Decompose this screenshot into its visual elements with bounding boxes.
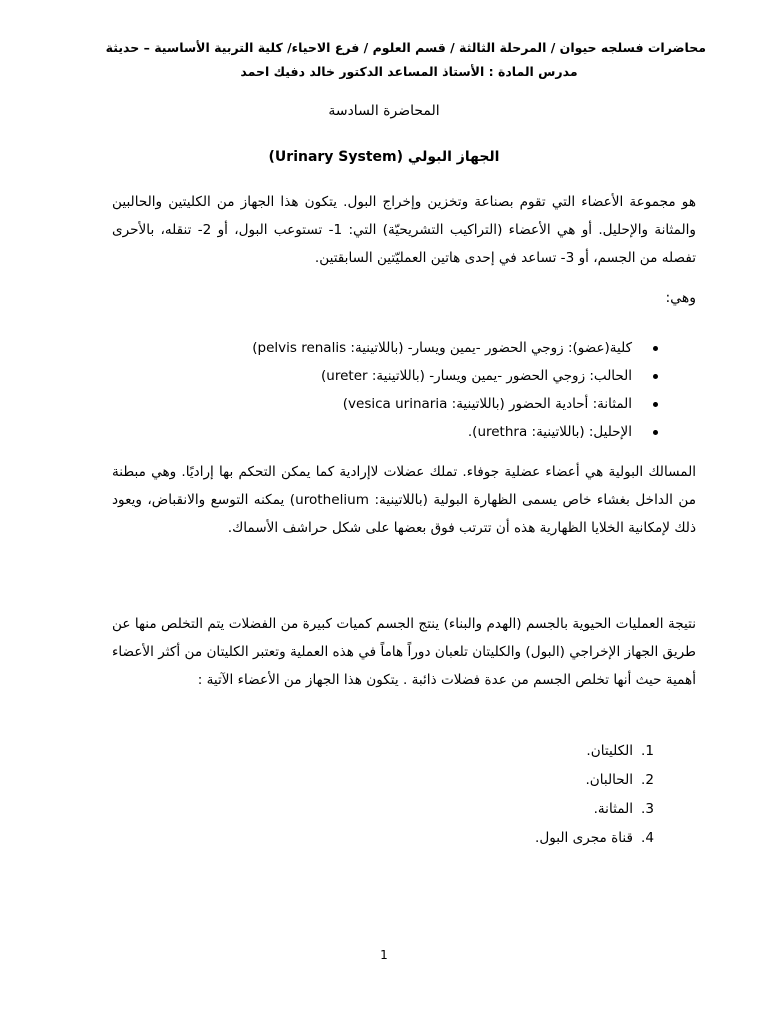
list-intro: وهي: <box>665 290 696 306</box>
list-item <box>100 334 658 362</box>
header-line-course: محاضرات فسلجه حيوان / المرحلة الثالثة / قسم العلوم / فرع الاحياء/ كلية التربية الأساسية – حديثة <box>105 40 706 55</box>
list-item-text: الكليتان. <box>586 743 633 759</box>
list-item <box>535 824 663 853</box>
bullet-icon <box>653 430 658 435</box>
list-item-text: كلية(عضو): زوجي الحضور -يمين ويسار- (باللاتينية: pelvis renalis) <box>252 340 632 356</box>
header-line-instructor: مدرس المادة : الأستاذ المساعد الدكتور خالد دفيك احمد <box>240 64 578 79</box>
list-number: 2. <box>641 772 654 788</box>
list-item-text: قناة مجرى البول. <box>535 830 633 846</box>
paragraph-urinary-tract: المسالك البولية هي أعضاء عضلية جوفاء. تملك عضلات لاإرادية كما يمكن التحكم بها إراديًا. وهي مبطنة من الداخل بغشاء خاص يسمى الظهارة البولية (باللاتينية: urothelium) يمكنه التوسع والانقباض، ويعود ذلك لإمكانية الخلايا الظهارية هذه أن تترتب فوق بعضها على شكل حراشف الأسماك. <box>112 464 696 536</box>
bullet-icon <box>653 402 658 407</box>
paragraph-excretion: نتيجة العمليات الحيوية بالجسم (الهدم والبناء) ينتج الجسم كميات كبيرة من الفضلات يتم التخلص منها عن طريق الجهاز الإخراجي (البول) والكليتان تلعبان دوراً هاماً في هذه العملية وتعتبر الكليتان من أكثر الأعضاء أهمية حيث أنها تخلص الجسم من عدة فضلات ذائبة . يتكون هذا الجهاز من الأعضاء الآتية : <box>112 616 696 688</box>
list-item <box>535 737 663 766</box>
page-number: 1 <box>380 948 388 962</box>
list-item-text: الحالب: زوجي الحضور -يمين ويسار- (باللاتينية: ureter) <box>321 368 632 384</box>
section-title: الجهاز البولي (Urinary System) <box>268 149 500 165</box>
list-number: 1. <box>641 743 654 759</box>
lecture-title: المحاضرة السادسة <box>328 103 440 119</box>
list-number: 3. <box>641 801 654 817</box>
list-item-text: الحالبان. <box>585 772 633 788</box>
list-item-text: المثانة: أحادية الحضور (باللاتينية: vesica urinaria) <box>342 396 632 412</box>
organ-bullet-list <box>100 334 658 446</box>
paragraph-definition: هو مجموعة الأعضاء التي تقوم بصناعة وتخزين وإخراج البول. يتكون هذا الجهاز من الكليتين والحالبين والمثانة والإحليل. أو هي الأعضاء (التراكيب التشريحيّة) التي: 1- تستوعب البول، أو 2- تنقله، بالأحرى تفصله من الجسم، أو 3- تساعد في إحدى هاتين العمليّتين السابقتين. <box>112 194 696 266</box>
list-item <box>100 362 658 390</box>
bullet-icon <box>653 374 658 379</box>
list-item <box>535 795 663 824</box>
list-item-text: الإحليل: (باللاتينية: urethra). <box>467 424 632 440</box>
list-item-text: المثانة. <box>593 801 633 817</box>
bullet-icon <box>653 346 658 351</box>
numbered-organ-list <box>535 737 663 853</box>
list-number: 4. <box>641 830 654 846</box>
list-item <box>100 390 658 418</box>
list-item <box>535 766 663 795</box>
list-item <box>100 418 658 446</box>
